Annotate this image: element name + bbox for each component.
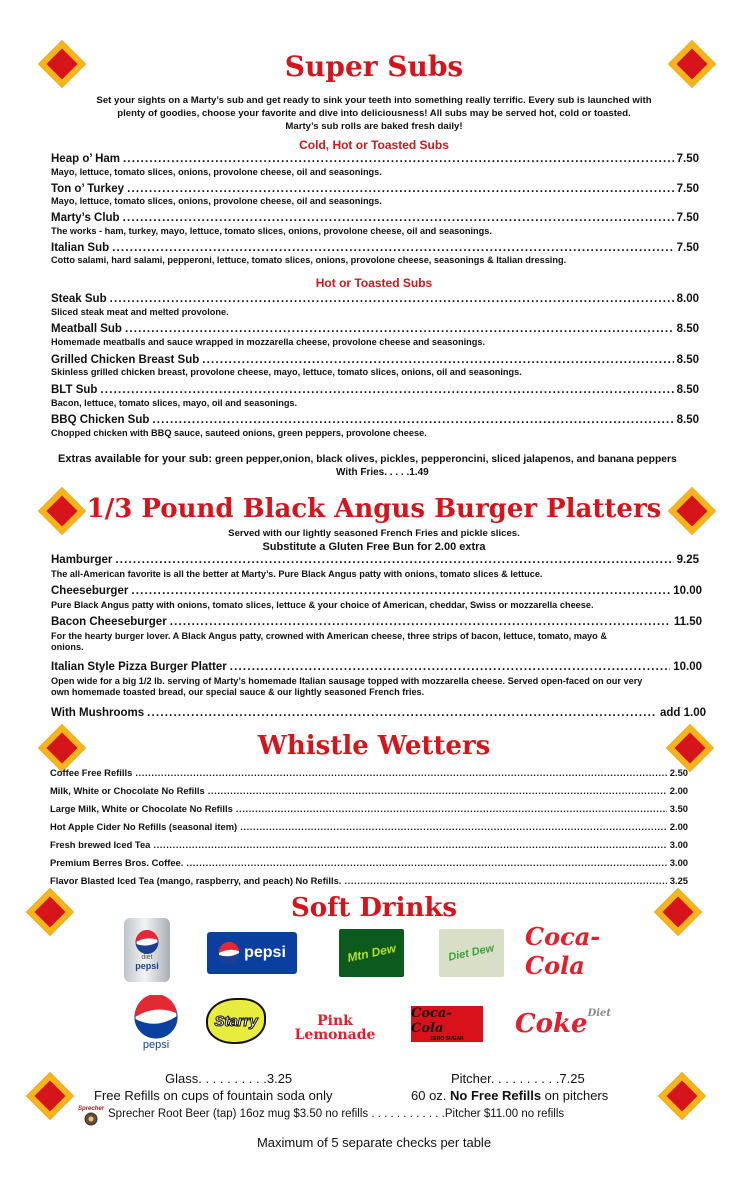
item-price: 10.00 xyxy=(673,585,702,597)
item-price: 3.00 xyxy=(669,839,688,850)
item-description: Mayo, lettuce, tomato slices, onions, provolone cheese, oil and seasonings. xyxy=(51,196,382,206)
root-beer-line: Sprecher Root Beer (tap) 16oz mug $3.50 no refills . . . . . . . . . . . .Pitcher $11.00 no refills xyxy=(108,1108,565,1120)
pepsi-label: pepsi xyxy=(244,944,286,961)
item-name: Grilled Chicken Breast Sub xyxy=(51,354,200,366)
pitcher-note-pre: 60 oz. xyxy=(411,1088,451,1103)
item-price: 7.50 xyxy=(676,212,699,224)
menu-item-row xyxy=(51,707,706,719)
mtn-dew-logo xyxy=(339,929,404,977)
super-subs-title: Super Subs xyxy=(284,50,464,83)
item-description: Bacon, lettuce, tomato slices, mayo, oil and seasonings. xyxy=(51,398,298,408)
sprecher-emblem-icon xyxy=(84,1112,98,1126)
diamond-ornament-icon xyxy=(658,1072,706,1120)
item-name: With Mushrooms xyxy=(51,707,145,719)
menu-item-row xyxy=(51,585,702,597)
pepsi-zero-logo xyxy=(207,932,297,974)
menu-item-row xyxy=(51,183,699,195)
dot-leader xyxy=(344,875,666,886)
dot-leader xyxy=(115,554,673,566)
item-name: Flavor Blasted Iced Tea (mango, raspberry, and peach) No Refills. xyxy=(50,875,342,886)
pepsi-globe-icon xyxy=(134,995,178,1039)
item-description: For the hearty burger lover. A Black Angus patty, crowned with American cheese, three strips of bacon, lettuce, tomato, mayo & onions. xyxy=(51,631,607,652)
item-price: 7.50 xyxy=(676,153,699,165)
dot-leader xyxy=(153,839,666,850)
dot-leader xyxy=(230,661,670,673)
super-subs-intro xyxy=(70,94,678,133)
item-price: 8.00 xyxy=(676,293,699,305)
item-description: Pure Black Angus patty with onions, tomato slices, lettuce & your choice of American, cheddar, Swiss or mozzarella cheese. xyxy=(51,600,594,610)
extras-line xyxy=(58,453,677,465)
dot-leader xyxy=(236,803,667,814)
glass-price: Glass. . . . . . . . . .3.25 xyxy=(165,1071,293,1086)
item-name: Marty’s Club xyxy=(51,212,120,224)
extras-text: green pepper,onion, black olives, pickles, pepperoncini, sliced jalapenos, and banana peppers xyxy=(214,454,677,465)
item-price: 10.00 xyxy=(673,661,702,673)
menu-item-row xyxy=(51,212,699,224)
pitcher-refill-note xyxy=(411,1088,608,1103)
dot-leader xyxy=(202,354,673,366)
menu-item-row xyxy=(51,554,699,566)
no-free-refills-label: No Free Refills xyxy=(450,1088,542,1103)
dot-leader xyxy=(123,153,674,165)
item-price: 11.50 xyxy=(673,616,702,628)
dot-leader xyxy=(123,212,674,224)
item-price: 3.25 xyxy=(669,875,688,886)
menu-item-row xyxy=(51,661,702,673)
drink-row xyxy=(50,839,688,850)
coke-label: Coke xyxy=(514,1009,588,1039)
starry-label: Starry xyxy=(214,1012,258,1030)
pitcher-note-post: on pitchers xyxy=(541,1088,609,1103)
item-name: Coffee Free Refills xyxy=(50,767,133,778)
menu-item-row xyxy=(51,293,699,305)
diet-mtn-dew-logo xyxy=(439,929,504,977)
item-name: Hamburger xyxy=(51,554,113,566)
drink-row xyxy=(50,785,688,796)
drink-row xyxy=(50,875,688,886)
pink-lemonade-logo xyxy=(290,1012,380,1044)
drink-row xyxy=(50,767,688,778)
item-name: Meatball Sub xyxy=(51,323,122,335)
item-name: Cheeseburger xyxy=(51,585,129,597)
item-description: Sliced steak meat and melted provolone. xyxy=(51,307,229,317)
item-name: Milk, White or Chocolate No Refills xyxy=(50,785,205,796)
item-description: Chopped chicken with BBQ sauce, sauteed onions, green peppers, provolone cheese. xyxy=(51,428,427,438)
drink-row xyxy=(50,803,688,814)
diet-label: Diet xyxy=(587,1008,612,1019)
diet-dew-label: Diet Dew xyxy=(447,942,496,964)
dot-leader xyxy=(125,323,674,335)
soft-drinks-title: Soft Drinks xyxy=(290,893,458,923)
mtn-dew-label: Mtn Dew xyxy=(345,941,398,965)
dot-leader xyxy=(131,585,670,597)
item-name: Fresh brewed Iced Tea xyxy=(50,839,151,850)
pepsi-logo xyxy=(132,990,180,1056)
footer-note: Maximum of 5 separate checks per table xyxy=(256,1135,492,1150)
item-name: Italian Sub xyxy=(51,242,110,254)
item-description: Cotto salami, hard salami, pepperoni, lettuce, tomato slices, onions, provolone cheese, seasonings & Italian dressing. xyxy=(51,255,567,265)
dot-leader xyxy=(186,857,666,868)
dot-leader xyxy=(208,785,667,796)
coca-cola-label: Coca-Cola xyxy=(525,922,601,980)
item-price: 8.50 xyxy=(676,323,699,335)
dot-leader xyxy=(112,242,673,254)
dot-leader xyxy=(127,183,674,195)
item-price: 2.50 xyxy=(669,767,688,778)
item-description: Mayo, lettuce, tomato slices, onions, provolone cheese, oil and seasonings. xyxy=(51,167,382,177)
menu-item-row xyxy=(51,354,699,366)
coca-cola-logo xyxy=(525,922,631,980)
pitcher-price: Pitcher. . . . . . . . . .7.25 xyxy=(451,1071,585,1086)
zero-sugar-label: ZERO SUGAR xyxy=(430,1036,464,1042)
item-name: Large Milk, White or Chocolate No Refills xyxy=(50,803,233,814)
pepsi-label: pepsi xyxy=(142,1039,170,1051)
burger-platters-title: 1/3 Pound Black Angus Burger Platters xyxy=(86,494,662,524)
starry-logo xyxy=(206,998,266,1044)
item-name: BBQ Chicken Sub xyxy=(51,414,150,426)
lemonade-label: Lemonade xyxy=(294,1027,376,1043)
menu-item-row xyxy=(51,153,699,165)
coke-zero-logo xyxy=(411,1006,483,1042)
cold-subs-heading: Cold, Hot or Toasted Subs xyxy=(299,138,449,152)
item-name: Heap o’ Ham xyxy=(51,153,121,165)
item-description: Skinless grilled chicken breast, provolone cheese, mayo, lettuce, tomato slices, onions, oil and seasonings. xyxy=(51,367,522,377)
item-name: Italian Style Pizza Burger Platter xyxy=(51,661,227,673)
free-refills-note: Free Refills on cups of fountain soda only xyxy=(94,1088,333,1103)
intro-line: Marty’s sub rolls are baked fresh daily! xyxy=(285,121,463,132)
diet-label: diet xyxy=(141,953,153,961)
pepsi-globe-icon xyxy=(135,930,159,954)
item-price: 2.00 xyxy=(669,821,688,832)
sprecher-logo xyxy=(76,1103,106,1129)
dot-leader xyxy=(135,767,666,778)
intro-line: plenty of goodies, choose your favorite and dive into deliciousness! All subs may be served hot, cold or toasted. xyxy=(117,108,631,119)
item-description: Open wide for a big 1/2 lb. serving of Marty’s homemade Italian sausage topped with mozzarella cheese. Served open-faced on our very own homemade toasted bread, our special sauce & our lightly seasoned French fries. xyxy=(51,676,643,697)
item-price: 7.50 xyxy=(676,242,699,254)
item-price: 8.50 xyxy=(676,384,699,396)
sprecher-label: Sprecher xyxy=(77,1106,104,1112)
item-price: 7.50 xyxy=(676,183,699,195)
whistle-wetters-title: Whistle Wetters xyxy=(257,731,491,761)
coca-cola-label: Coca-Cola xyxy=(411,1006,452,1036)
dot-leader xyxy=(147,707,657,719)
dot-leader xyxy=(170,616,671,628)
diet-pepsi-can-logo xyxy=(124,918,170,982)
dot-leader xyxy=(110,293,674,305)
menu-item-row xyxy=(51,616,702,628)
diamond-ornament-icon xyxy=(26,1072,74,1120)
pepsi-label: pepsi xyxy=(135,960,159,971)
item-description: The works - ham, turkey, mayo, lettuce, tomato slices, onions, provolone cheese, oil and seasonings. xyxy=(51,226,492,236)
drink-row xyxy=(50,821,688,832)
menu-item-row xyxy=(51,414,699,426)
item-name: Steak Sub xyxy=(51,293,107,305)
item-price: 9.25 xyxy=(676,554,699,566)
burger-subtitle: Served with our lightly seasoned French Fries and pickle slices. xyxy=(228,528,520,539)
dot-leader xyxy=(152,414,673,426)
fries-line: With Fries. . . . .1.49 xyxy=(336,467,429,478)
diet-coke-logo xyxy=(514,1004,612,1044)
item-price: add 1.00 xyxy=(659,707,706,719)
item-price: 3.50 xyxy=(669,803,688,814)
pepsi-globe-icon xyxy=(218,942,240,964)
gluten-free-note: Substitute a Gluten Free Bun for 2.00 extra xyxy=(262,541,486,553)
item-price: 8.50 xyxy=(676,414,699,426)
item-name: BLT Sub xyxy=(51,384,98,396)
extras-label: Extras available for your sub: xyxy=(58,453,213,465)
item-price: 3.00 xyxy=(669,857,688,868)
drink-row xyxy=(50,857,688,868)
item-name: Hot Apple Cider No Refills (seasonal item) xyxy=(50,821,238,832)
item-name: Premium Berres Bros. Coffee. xyxy=(50,857,184,868)
menu-item-row xyxy=(51,242,699,254)
pink-label: Pink xyxy=(317,1013,353,1029)
item-description: The all-American favorite is all the better at Marty’s. Pure Black Angus patty with onions, tomato slices & lettuce. xyxy=(51,569,543,579)
hot-subs-heading: Hot or Toasted Subs xyxy=(315,276,433,290)
dot-leader xyxy=(100,384,673,396)
item-price: 8.50 xyxy=(676,354,699,366)
item-price: 2.00 xyxy=(669,785,688,796)
item-name: Ton o’ Turkey xyxy=(51,183,125,195)
item-description: Homemade meatballs and sauce wrapped in mozzarella cheese, provolone cheese and seasonings. xyxy=(51,337,486,347)
menu-item-row xyxy=(51,384,699,396)
dot-leader xyxy=(240,821,667,832)
menu-item-row xyxy=(51,323,699,335)
intro-line: Set your sights on a Marty’s sub and get ready to sink your teeth into something really terrific. Every sub is launched with xyxy=(96,95,652,106)
item-name: Bacon Cheeseburger xyxy=(51,616,167,628)
